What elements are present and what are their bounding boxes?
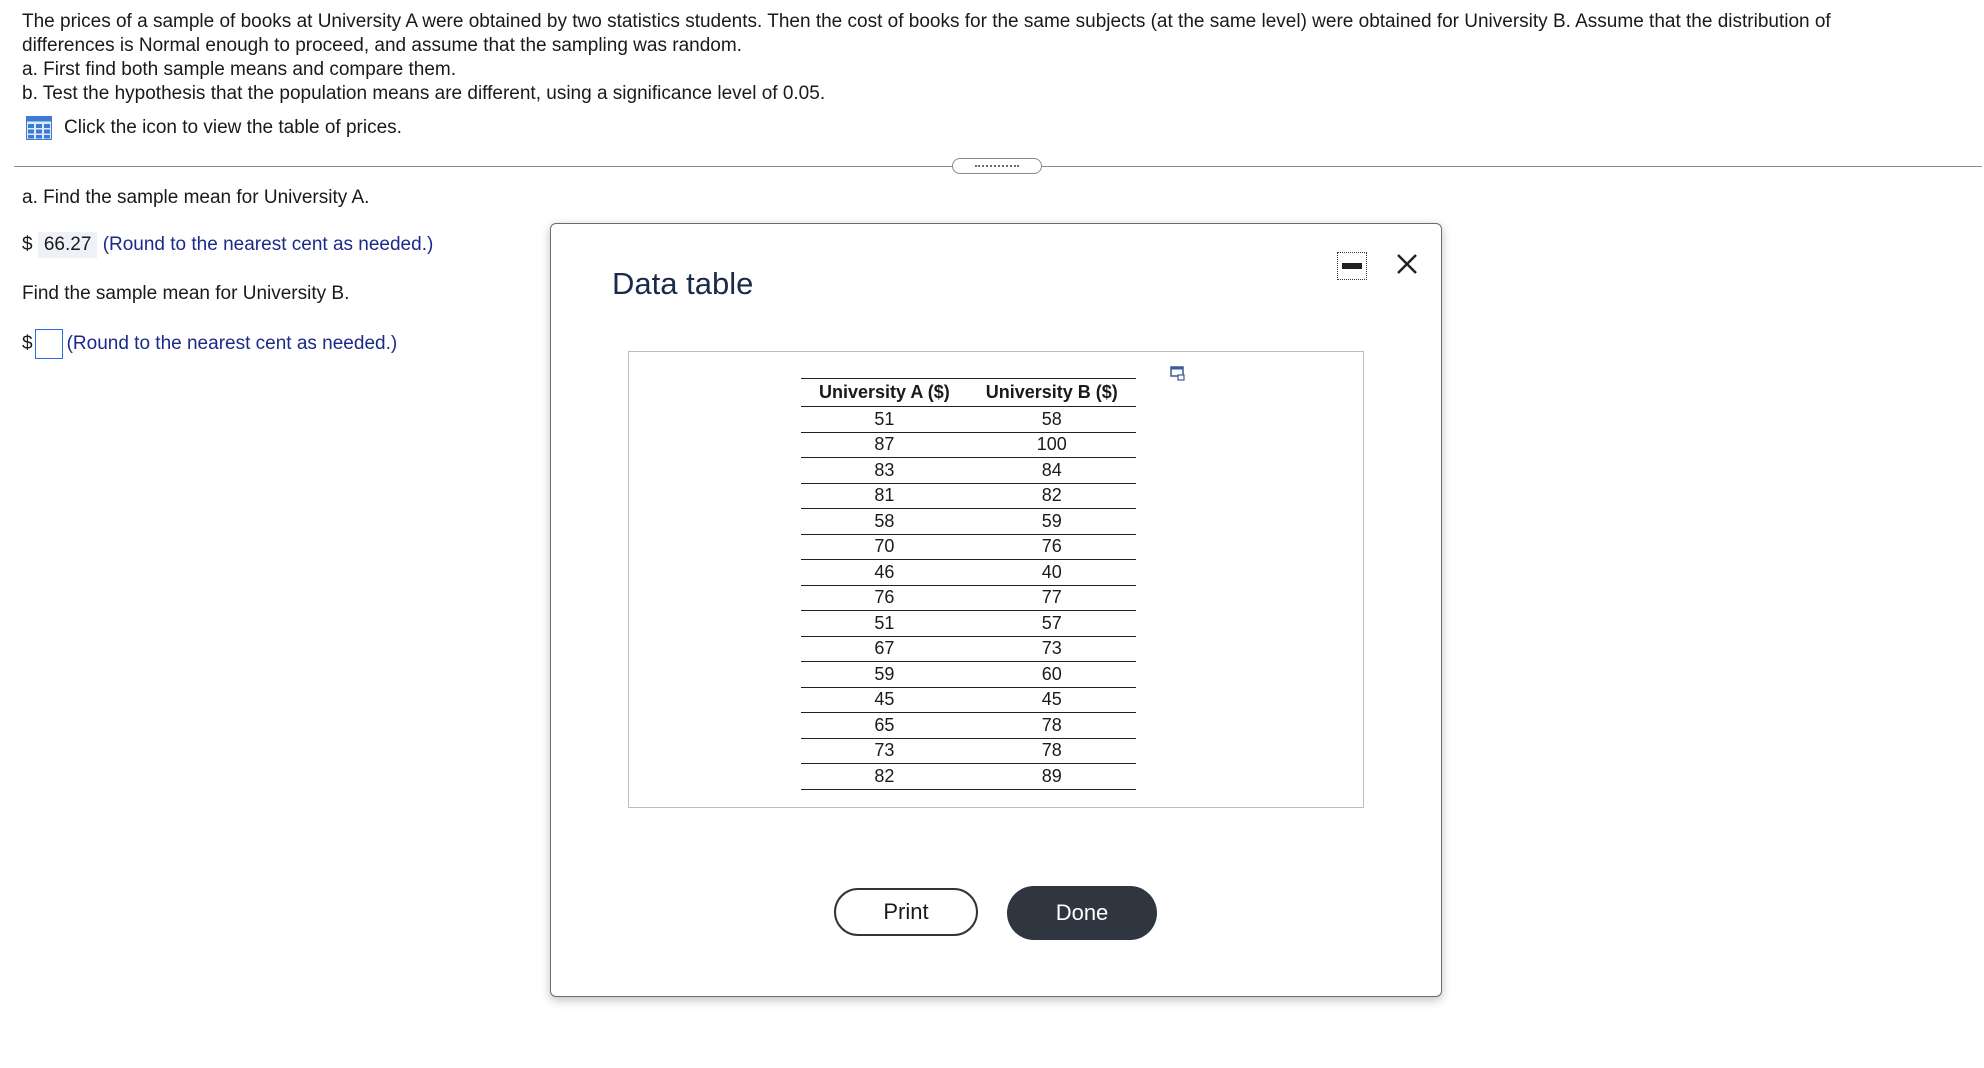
table-link-line [26, 116, 402, 140]
problem-statement [22, 10, 1942, 106]
column-header: University B ($) [968, 379, 1136, 407]
university-b-price: 78 [968, 713, 1136, 739]
table-row [801, 483, 1136, 509]
university-b-price: 58 [968, 407, 1136, 433]
problem-line-1: The prices of a sample of books at University A were obtained by two statistics students. Then the cost of books for the same subjects (at the same level) were obtained for University B. Assume that the distribution of [22, 11, 1831, 32]
currency-symbol: $ [22, 333, 33, 355]
table-row [801, 407, 1136, 433]
dialog-title: Data table [612, 266, 754, 301]
university-b-price: 100 [968, 432, 1136, 458]
table-row [801, 687, 1136, 713]
university-b-price: 45 [968, 687, 1136, 713]
answer-a-row [22, 232, 433, 258]
table-row [801, 534, 1136, 560]
question-b-label: Find the sample mean for University B. [22, 283, 350, 304]
table-row [801, 713, 1136, 739]
problem-part-b: b. Test the hypothesis that the population means are different, using a significance level of 0.05. [22, 83, 826, 104]
problem-part-a: a. First find both sample means and compare them. [22, 59, 457, 80]
university-b-price: 84 [968, 458, 1136, 484]
answer-b-row [22, 329, 397, 359]
currency-symbol: $ [22, 234, 33, 255]
minimize-icon [1342, 263, 1362, 269]
answer-b-input[interactable] [35, 329, 63, 359]
done-button[interactable]: Done [1007, 886, 1157, 940]
university-b-price: 40 [968, 560, 1136, 586]
university-b-price: 76 [968, 534, 1136, 560]
university-a-price: 82 [801, 764, 968, 790]
university-a-price: 76 [801, 585, 968, 611]
university-b-price: 82 [968, 483, 1136, 509]
table-row [801, 611, 1136, 637]
print-button[interactable]: Print [834, 888, 978, 936]
prices-table [801, 378, 1136, 790]
university-b-price: 89 [968, 764, 1136, 790]
university-a-price: 45 [801, 687, 968, 713]
university-b-price: 57 [968, 611, 1136, 637]
table-frame [628, 351, 1364, 808]
university-a-price: 83 [801, 458, 968, 484]
column-header: University A ($) [801, 379, 968, 407]
university-a-price: 51 [801, 407, 968, 433]
university-a-price: 87 [801, 432, 968, 458]
table-row [801, 662, 1136, 688]
close-icon[interactable] [1391, 248, 1423, 280]
university-a-price: 73 [801, 738, 968, 764]
answer-a-hint: (Round to the nearest cent as needed.) [102, 234, 434, 255]
university-b-price: 59 [968, 509, 1136, 535]
university-a-price: 67 [801, 636, 968, 662]
university-a-price: 70 [801, 534, 968, 560]
table-row [801, 738, 1136, 764]
university-a-price: 65 [801, 713, 968, 739]
minimize-button[interactable] [1337, 252, 1367, 280]
table-row [801, 458, 1136, 484]
university-a-price: 58 [801, 509, 968, 535]
problem-line-2: differences is Normal enough to proceed, and assume that the sampling was random. [22, 35, 742, 56]
copy-icon[interactable] [1169, 364, 1187, 382]
divider-handle[interactable] [952, 158, 1042, 174]
table-row [801, 764, 1136, 790]
university-b-price: 60 [968, 662, 1136, 688]
question-a-label: a. Find the sample mean for University A. [22, 187, 370, 208]
table-row [801, 560, 1136, 586]
table-row [801, 585, 1136, 611]
university-a-price: 51 [801, 611, 968, 637]
university-b-price: 77 [968, 585, 1136, 611]
table-link-text: Click the icon to view the table of prices. [64, 117, 402, 138]
university-b-price: 73 [968, 636, 1136, 662]
university-a-price: 81 [801, 483, 968, 509]
answer-b-hint: (Round to the nearest cent as needed.) [66, 333, 398, 355]
table-row [801, 636, 1136, 662]
university-a-price: 59 [801, 662, 968, 688]
table-row [801, 509, 1136, 535]
answer-a-value[interactable]: 66.27 [38, 232, 98, 258]
table-grid-icon[interactable] [26, 116, 52, 140]
data-table-dialog [550, 223, 1442, 997]
university-a-price: 46 [801, 560, 968, 586]
table-header-row [801, 379, 1136, 407]
university-b-price: 78 [968, 738, 1136, 764]
table-row [801, 432, 1136, 458]
